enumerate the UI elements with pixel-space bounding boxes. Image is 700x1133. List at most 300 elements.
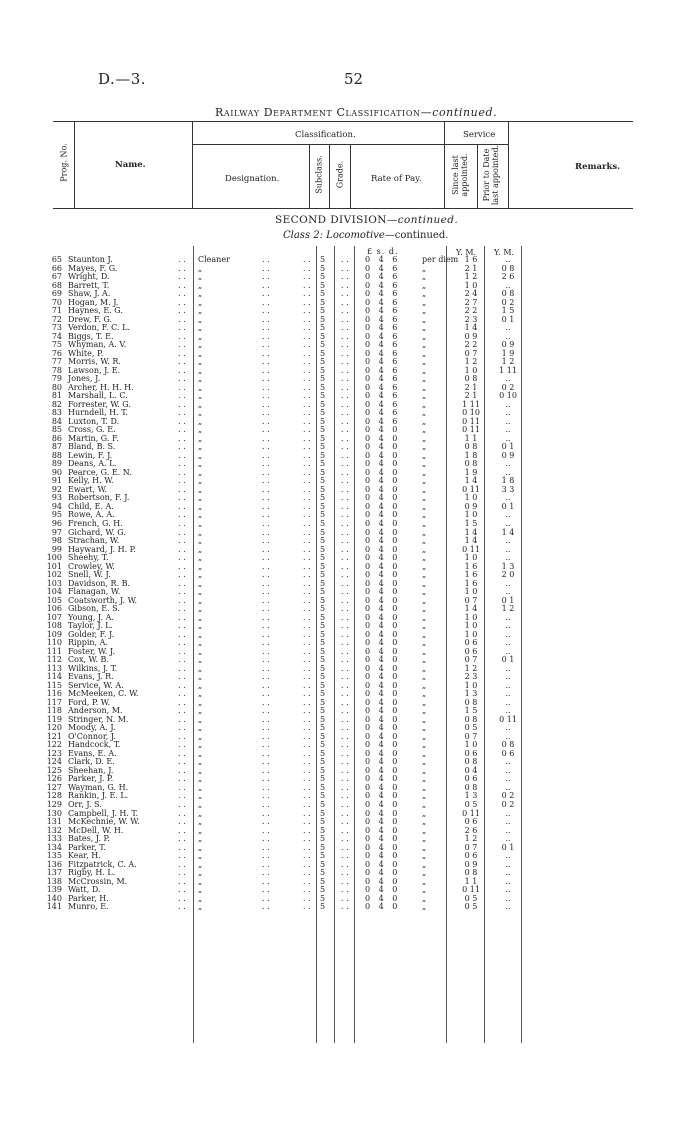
name-cell: Biggs, T. E. bbox=[68, 331, 114, 341]
service-since-cell: 0 8 bbox=[464, 459, 478, 469]
prog-no-cell: 77 bbox=[51, 357, 62, 367]
service-prior-cell: 0 6 bbox=[501, 748, 515, 758]
service-since-cell: 2 4 bbox=[464, 289, 478, 299]
prog-no-cell: 115 bbox=[46, 680, 62, 690]
prog-no-cell: 120 bbox=[46, 723, 62, 733]
leader-dots: . . bbox=[178, 612, 186, 622]
leader-dots: . . bbox=[262, 808, 270, 818]
pay-cell: 0 4 6 bbox=[365, 323, 401, 333]
service-prior-cell: 0 8 bbox=[501, 263, 515, 273]
service-since-cell: 0 7 bbox=[464, 348, 478, 358]
designation-cell: „ bbox=[198, 612, 203, 622]
service-prior-cell: .. bbox=[505, 859, 511, 869]
leader-dots: . . bbox=[178, 859, 186, 869]
leader-dots: . . bbox=[303, 782, 311, 792]
leader-dots: . . bbox=[262, 280, 270, 290]
leader-dots: . . bbox=[341, 842, 349, 852]
leader-dots: . . bbox=[178, 467, 186, 477]
name-cell: Evans, J. R. bbox=[68, 672, 114, 682]
designation-cell: „ bbox=[198, 331, 203, 341]
pay-period-cell: „ bbox=[422, 748, 427, 758]
pay-period-cell: „ bbox=[422, 433, 427, 443]
division-label: SECOND DIVISION— bbox=[275, 214, 398, 226]
subclass-cell: 5 bbox=[320, 808, 326, 818]
leader-dots: . . bbox=[303, 842, 311, 852]
leader-dots: . . bbox=[262, 834, 270, 844]
leader-dots: . . bbox=[262, 782, 270, 792]
designation-cell: „ bbox=[198, 723, 203, 733]
name-cell: Evans, E. A. bbox=[68, 748, 117, 758]
name-cell: Whyman, A. V. bbox=[68, 340, 127, 350]
service-since-cell: 2 7 bbox=[464, 297, 478, 307]
pay-period-cell: „ bbox=[422, 459, 427, 469]
name-cell: McDell, W. H. bbox=[68, 825, 124, 835]
subclass-cell: 5 bbox=[320, 646, 326, 656]
service-since-cell: 0 5 bbox=[464, 893, 478, 903]
leader-dots: . . bbox=[262, 714, 270, 724]
leader-dots: . . bbox=[178, 484, 186, 494]
pay-period-cell: „ bbox=[422, 740, 427, 750]
leader-dots: . . bbox=[303, 902, 311, 912]
leader-dots: . . bbox=[303, 501, 311, 511]
pay-period-cell: „ bbox=[422, 382, 427, 392]
service-since-cell: 0 6 bbox=[464, 646, 478, 656]
name-cell: Verdon, F. C. L. bbox=[68, 323, 130, 333]
page-number: 52 bbox=[344, 70, 364, 88]
prog-no-cell: 130 bbox=[46, 808, 62, 818]
pay-cell: 0 4 0 bbox=[365, 646, 401, 656]
table-title bbox=[215, 106, 497, 119]
leader-dots: . . bbox=[262, 859, 270, 869]
leader-dots: . . bbox=[262, 493, 270, 503]
leader-dots: . . bbox=[178, 868, 186, 878]
leader-dots: . . bbox=[178, 510, 186, 520]
prog-no-cell: 137 bbox=[46, 868, 62, 878]
designation-cell: „ bbox=[198, 518, 203, 528]
service-since-cell: 0 11 bbox=[462, 885, 480, 895]
leader-dots: . . bbox=[178, 817, 186, 827]
service-prior-cell: .. bbox=[505, 536, 511, 546]
pay-cell: 0 4 0 bbox=[365, 723, 401, 733]
leader-dots: . . bbox=[303, 587, 311, 597]
prog-no-cell: 128 bbox=[46, 791, 62, 801]
pay-period-cell: „ bbox=[422, 553, 427, 563]
service-since-cell: 0 6 bbox=[464, 638, 478, 648]
subclass-cell: 5 bbox=[320, 578, 326, 588]
leader-dots: . . bbox=[341, 280, 349, 290]
leader-dots: . . bbox=[262, 323, 270, 333]
pay-period-cell: „ bbox=[422, 646, 427, 656]
pay-cell: 0 4 6 bbox=[365, 263, 401, 273]
leader-dots: . . bbox=[262, 442, 270, 452]
name-cell: Staunton J. bbox=[68, 255, 113, 264]
service-prior-cell: .. bbox=[505, 587, 511, 597]
prog-no-cell: 105 bbox=[46, 595, 62, 605]
subclass-cell: 5 bbox=[320, 450, 326, 460]
leader-dots: . . bbox=[262, 433, 270, 443]
designation-cell: „ bbox=[198, 263, 203, 273]
pay-cell: 0 4 6 bbox=[365, 306, 401, 316]
pay-period-cell: „ bbox=[422, 859, 427, 869]
pay-period-cell: „ bbox=[422, 765, 427, 775]
subclass-cell: 5 bbox=[320, 757, 326, 767]
designation-cell: „ bbox=[198, 791, 203, 801]
leader-dots: . . bbox=[341, 340, 349, 350]
leader-dots: . . bbox=[341, 331, 349, 341]
leader-dots: . . bbox=[178, 595, 186, 605]
service-prior-cell: .. bbox=[505, 374, 511, 384]
subclass-cell: 5 bbox=[320, 689, 326, 699]
leader-dots: . . bbox=[341, 621, 349, 631]
name-cell: Robertson, F. J. bbox=[68, 493, 130, 503]
prog-no-cell: 118 bbox=[46, 706, 62, 716]
designation-cell: „ bbox=[198, 450, 203, 460]
leader-dots: . . bbox=[262, 723, 270, 733]
subclass-cell: 5 bbox=[320, 834, 326, 844]
service-since-cell: 0 8 bbox=[464, 757, 478, 767]
pay-period-cell: „ bbox=[422, 289, 427, 299]
class-heading bbox=[283, 230, 448, 241]
leader-dots: . . bbox=[303, 348, 311, 358]
leader-dots: . . bbox=[262, 553, 270, 563]
prog-no-cell: 93 bbox=[51, 493, 62, 503]
pay-cell: 0 4 0 bbox=[365, 578, 401, 588]
leader-dots: . . bbox=[178, 323, 186, 333]
leader-dots: . . bbox=[178, 663, 186, 673]
leader-dots: . . bbox=[341, 876, 349, 886]
name-cell: Drew, F. G. bbox=[68, 314, 112, 324]
designation-cell: „ bbox=[198, 859, 203, 869]
pay-period-cell: „ bbox=[422, 348, 427, 358]
prog-no-cell: 95 bbox=[51, 510, 62, 520]
name-cell: Rankin, J. E. L. bbox=[68, 791, 129, 801]
leader-dots: . . bbox=[262, 570, 270, 580]
name-cell: Watt, D. bbox=[68, 885, 101, 895]
leader-dots: . . bbox=[178, 842, 186, 852]
pay-cell: 0 4 0 bbox=[365, 876, 401, 886]
service-prior-cell: .. bbox=[505, 425, 511, 435]
service-since-cell: 1 4 bbox=[464, 476, 478, 486]
pay-cell: 0 4 0 bbox=[365, 433, 401, 443]
leader-dots: . . bbox=[178, 655, 186, 665]
leader-dots: . . bbox=[262, 689, 270, 699]
pay-cell: 0 4 6 bbox=[365, 408, 401, 418]
service-prior-cell: .. bbox=[505, 433, 511, 443]
name-cell: Flanagan, W. bbox=[68, 587, 121, 597]
designation-cell: „ bbox=[198, 416, 203, 426]
leader-dots: . . bbox=[178, 808, 186, 818]
leader-dots: . . bbox=[262, 595, 270, 605]
service-since-cell: 0 7 bbox=[464, 731, 478, 741]
pay-period-cell: „ bbox=[422, 544, 427, 554]
subclass-cell: 5 bbox=[320, 868, 326, 878]
leader-dots: . . bbox=[341, 885, 349, 895]
pay-cell: 0 4 0 bbox=[365, 765, 401, 775]
name-cell: Gichard, W. G. bbox=[68, 527, 126, 537]
leader-dots: . . bbox=[262, 774, 270, 784]
leader-dots: . . bbox=[303, 808, 311, 818]
designation-cell: „ bbox=[198, 484, 203, 494]
name-cell: Forrester, W. G. bbox=[68, 399, 131, 409]
prog-no-cell: 125 bbox=[46, 765, 62, 775]
prog-no-cell: 102 bbox=[46, 570, 62, 580]
service-prior-cell: .. bbox=[505, 876, 511, 886]
pay-period-cell: „ bbox=[422, 902, 427, 912]
col-rate-of-pay: Rate of Pay. bbox=[371, 174, 422, 184]
leader-dots: . . bbox=[178, 365, 186, 375]
service-prior-cell: .. bbox=[505, 731, 511, 741]
pay-period-cell: „ bbox=[422, 604, 427, 614]
prog-no-cell: 136 bbox=[46, 859, 62, 869]
name-cell: Rippin, A. bbox=[68, 638, 108, 648]
service-prior-cell: .. bbox=[505, 621, 511, 631]
service-prior-cell: .. bbox=[505, 834, 511, 844]
leader-dots: . . bbox=[262, 374, 270, 384]
designation-cell: „ bbox=[198, 604, 203, 614]
leader-dots: . . bbox=[262, 893, 270, 903]
prog-no-cell: 140 bbox=[46, 893, 62, 903]
service-since-cell: 0 5 bbox=[464, 800, 478, 809]
pay-period-cell: „ bbox=[422, 416, 427, 426]
subclass-cell: 5 bbox=[320, 765, 326, 775]
prog-no-cell: 99 bbox=[51, 544, 62, 554]
leader-dots: . . bbox=[262, 748, 270, 758]
service-prior-cell: .. bbox=[505, 459, 511, 469]
leader-dots: . . bbox=[178, 570, 186, 580]
subclass-cell: 5 bbox=[320, 493, 326, 503]
leader-dots: . . bbox=[178, 672, 186, 682]
service-prior-cell: 0 1 bbox=[501, 595, 515, 605]
designation-cell: „ bbox=[198, 442, 203, 452]
leader-dots: . . bbox=[341, 484, 349, 494]
leader-dots: . . bbox=[341, 408, 349, 418]
leader-dots: . . bbox=[303, 255, 311, 264]
subclass-cell: 5 bbox=[320, 893, 326, 903]
designation-cell: „ bbox=[198, 527, 203, 537]
subclass-cell: 5 bbox=[320, 561, 326, 571]
service-since-cell: 1 6 bbox=[464, 255, 478, 264]
designation-cell: „ bbox=[198, 800, 203, 809]
leader-dots: . . bbox=[303, 374, 311, 384]
service-prior-cell: 0 2 bbox=[501, 791, 515, 801]
leader-dots: . . bbox=[341, 663, 349, 673]
leader-dots: . . bbox=[303, 680, 311, 690]
subclass-cell: 5 bbox=[320, 467, 326, 477]
service-since-cell: 0 4 bbox=[464, 765, 478, 775]
name-cell: Shaw, J. A. bbox=[68, 289, 111, 299]
prog-no-cell: 85 bbox=[51, 425, 62, 435]
pay-cell: 0 4 0 bbox=[365, 621, 401, 631]
designation-cell: „ bbox=[198, 391, 203, 401]
leader-dots: . . bbox=[178, 876, 186, 886]
leader-dots: . . bbox=[178, 331, 186, 341]
name-cell: Lewin, F. J. bbox=[68, 450, 113, 460]
pay-cell: 0 4 0 bbox=[365, 748, 401, 758]
leader-dots: . . bbox=[303, 553, 311, 563]
pay-cell: 0 4 0 bbox=[365, 672, 401, 682]
leader-dots: . . bbox=[262, 663, 270, 673]
designation-cell: „ bbox=[198, 595, 203, 605]
leader-dots: . . bbox=[303, 357, 311, 367]
pay-cell: 0 4 6 bbox=[365, 340, 401, 350]
table-row bbox=[0, 878, 700, 887]
pay-cell: 0 4 0 bbox=[365, 680, 401, 690]
designation-cell: „ bbox=[198, 621, 203, 631]
leader-dots: . . bbox=[262, 501, 270, 511]
pay-cell: 0 4 0 bbox=[365, 536, 401, 546]
leader-dots: . . bbox=[262, 655, 270, 665]
designation-cell: „ bbox=[198, 425, 203, 435]
name-cell: Stringer, N. M. bbox=[68, 714, 129, 724]
designation-cell: „ bbox=[198, 374, 203, 384]
service-since-cell: 1 0 bbox=[464, 680, 478, 690]
designation-cell: „ bbox=[198, 731, 203, 741]
service-since-cell: 1 3 bbox=[464, 791, 478, 801]
prog-no-cell: 83 bbox=[51, 408, 62, 418]
prog-no-cell: 106 bbox=[46, 604, 62, 614]
pay-period-cell: „ bbox=[422, 689, 427, 699]
leader-dots: . . bbox=[303, 467, 311, 477]
leader-dots: . . bbox=[178, 263, 186, 273]
name-cell: McCrossin, M. bbox=[68, 876, 128, 886]
designation-cell: „ bbox=[198, 834, 203, 844]
pay-period-cell: „ bbox=[422, 442, 427, 452]
pay-period-cell: „ bbox=[422, 340, 427, 350]
designation-cell: „ bbox=[198, 876, 203, 886]
pay-cell: 0 4 0 bbox=[365, 859, 401, 869]
service-prior-cell: .. bbox=[505, 467, 511, 477]
pay-cell: 0 4 6 bbox=[365, 399, 401, 409]
subclass-cell: 5 bbox=[320, 501, 326, 511]
name-cell: Parker, T. bbox=[68, 842, 106, 852]
service-since-cell: 0 11 bbox=[462, 484, 480, 494]
leader-dots: . . bbox=[341, 757, 349, 767]
pay-cell: 0 4 6 bbox=[365, 297, 401, 307]
leader-dots: . . bbox=[262, 510, 270, 520]
designation-cell: „ bbox=[198, 808, 203, 818]
service-since-cell: 1 2 bbox=[464, 357, 478, 367]
leader-dots: . . bbox=[178, 493, 186, 503]
designation-cell: „ bbox=[198, 629, 203, 639]
subclass-cell: 5 bbox=[320, 272, 326, 282]
leader-dots: . . bbox=[178, 697, 186, 707]
leader-dots: . . bbox=[178, 731, 186, 741]
leader-dots: . . bbox=[341, 774, 349, 784]
designation-cell: „ bbox=[198, 306, 203, 316]
designation-cell: „ bbox=[198, 501, 203, 511]
leader-dots: . . bbox=[341, 612, 349, 622]
service-prior-cell: 0 1 bbox=[501, 442, 515, 452]
designation-cell: „ bbox=[198, 774, 203, 784]
designation-cell: „ bbox=[198, 851, 203, 861]
subclass-cell: 5 bbox=[320, 459, 326, 469]
subclass-cell: 5 bbox=[320, 748, 326, 758]
leader-dots: . . bbox=[262, 382, 270, 392]
leader-dots: . . bbox=[341, 289, 349, 299]
leader-dots: . . bbox=[262, 757, 270, 767]
leader-dots: . . bbox=[262, 604, 270, 614]
leader-dots: . . bbox=[341, 851, 349, 861]
name-cell: Snell, W. J. bbox=[68, 570, 111, 580]
pay-cell: 0 4 0 bbox=[365, 706, 401, 716]
name-cell: Mayes, F. G. bbox=[68, 263, 118, 273]
leader-dots: . . bbox=[341, 893, 349, 903]
leader-dots: . . bbox=[178, 374, 186, 384]
leader-dots: . . bbox=[303, 297, 311, 307]
leader-dots: . . bbox=[178, 748, 186, 758]
pay-period-cell: „ bbox=[422, 331, 427, 341]
service-prior-cell: 1 8 bbox=[501, 476, 515, 486]
leader-dots: . . bbox=[262, 825, 270, 835]
pay-period-cell: „ bbox=[422, 817, 427, 827]
leader-dots: . . bbox=[178, 501, 186, 511]
leader-dots: . . bbox=[303, 621, 311, 631]
leader-dots: . . bbox=[262, 450, 270, 460]
leader-dots: . . bbox=[341, 604, 349, 614]
designation-cell: „ bbox=[198, 493, 203, 503]
leader-dots: . . bbox=[303, 280, 311, 290]
pay-period-cell: „ bbox=[422, 876, 427, 886]
prog-no-cell: 78 bbox=[51, 365, 62, 375]
name-cell: White, P. bbox=[68, 348, 104, 358]
leader-dots: . . bbox=[341, 706, 349, 716]
service-prior-cell: 0 10 bbox=[499, 391, 517, 401]
leader-dots: . . bbox=[178, 740, 186, 750]
prog-no-cell: 112 bbox=[46, 655, 62, 665]
leader-dots: . . bbox=[303, 757, 311, 767]
leader-dots: . . bbox=[303, 518, 311, 528]
name-cell: Deans, A. L. bbox=[68, 459, 117, 469]
service-prior-cell: 0 9 bbox=[501, 340, 515, 350]
service-since-cell: 2 1 bbox=[464, 263, 478, 273]
designation-cell: Cleaner bbox=[198, 255, 230, 264]
leader-dots: . . bbox=[178, 893, 186, 903]
leader-dots: . . bbox=[303, 476, 311, 486]
leader-dots: . . bbox=[341, 255, 349, 264]
designation-cell: „ bbox=[198, 655, 203, 665]
prog-no-cell: 69 bbox=[51, 289, 62, 299]
leader-dots: . . bbox=[178, 357, 186, 367]
leader-dots: . . bbox=[303, 425, 311, 435]
leader-dots: . . bbox=[341, 374, 349, 384]
leader-dots: . . bbox=[262, 587, 270, 597]
pay-cell: 0 4 0 bbox=[365, 587, 401, 597]
pay-cell: 0 4 6 bbox=[365, 365, 401, 375]
prog-no-cell: 111 bbox=[46, 646, 62, 656]
service-since-cell: 1 6 bbox=[464, 570, 478, 580]
name-cell: Young, J. A. bbox=[68, 612, 114, 622]
leader-dots: . . bbox=[303, 263, 311, 273]
leader-dots: . . bbox=[341, 272, 349, 282]
leader-dots: . . bbox=[303, 382, 311, 392]
service-since-cell: 0 11 bbox=[462, 808, 480, 818]
subclass-cell: 5 bbox=[320, 817, 326, 827]
subclass-cell: 5 bbox=[320, 825, 326, 835]
leader-dots: . . bbox=[341, 731, 349, 741]
subclass-cell: 5 bbox=[320, 340, 326, 350]
prog-no-cell: 92 bbox=[51, 484, 62, 494]
leader-dots: . . bbox=[341, 357, 349, 367]
service-since-cell: 1 0 bbox=[464, 280, 478, 290]
service-since-cell: 1 4 bbox=[464, 323, 478, 333]
pay-period-cell: per diem bbox=[422, 255, 459, 264]
leader-dots: . . bbox=[303, 663, 311, 673]
name-cell: Ewart, W. bbox=[68, 484, 107, 494]
pay-cell: 0 4 0 bbox=[365, 800, 401, 809]
pay-cell: 0 4 0 bbox=[365, 425, 401, 435]
name-cell: Foster, W. J. bbox=[68, 646, 116, 656]
service-since-cell: 1 2 bbox=[464, 272, 478, 282]
